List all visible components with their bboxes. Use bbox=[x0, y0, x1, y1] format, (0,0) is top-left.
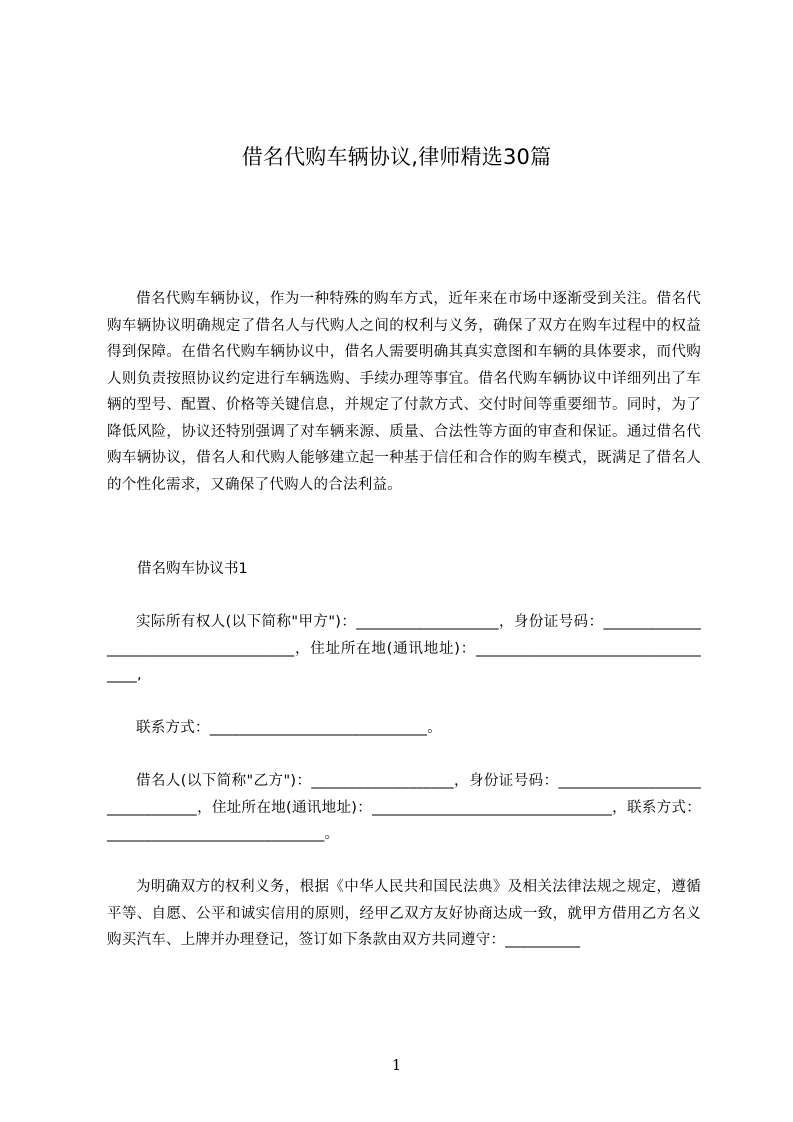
document-title: 借名代购车辆协议,律师精选30篇 bbox=[241, 145, 552, 169]
party-b-paragraph: 借名人(以下简称"乙方")：___________________，身份证号码：_______________________________，住址所在地(通讯地址)：________________________________，联系方式：_____________________________。 bbox=[107, 773, 701, 842]
intro-paragraph: 借名代购车辆协议，作为一种特殊的购车方式，近年来在市场中逐渐受到关注。借名代购车辆协议明确规定了借名人与代购人之间的权利与义务，确保了双方在购车过程中的权益得到保障。在借名代购车辆协议中，借名人需要明确其真实意图和车辆的具体要求，而代购人则负责按照协议约定进行车辆选购、手续办理等事宜。借名代购车辆协议中详细列出了车辆的型号、配置、价格等关键信息，并规定了付款方式、交付时间等重要细节。同时，为了降低风险，协议还特别强调了对车辆来源、质量、合法性等方面的审查和保证。通过借名代购车辆协议，借名人和代购人能够建立起一种基于信任和合作的购车模式，既满足了借名人的个性化需求，又确保了代购人的合法利益。 bbox=[107, 291, 701, 493]
purpose-paragraph: 为明确双方的权利义务，根据《中华人民共和国民法典》及相关法律法规之规定，遵循平等、自愿、公平和诚实信用的原则，经甲乙双方友好协商达成一致，就甲方借用乙方名义购买汽车、上牌并办理登记，签订如下条款由双方共同遵守：__________ bbox=[107, 879, 701, 948]
section-heading: 借名购车协议书1 bbox=[137, 561, 248, 577]
page-number: 1 bbox=[391, 1056, 402, 1074]
party-a-contact-paragraph: 联系方式：_____________________________。 bbox=[136, 720, 442, 736]
party-a-paragraph: 实际所有权人(以下简称"甲方")：___________________，身份证号码：______________________________________，住址所在地(通讯地址)：__________________________________, bbox=[107, 614, 701, 683]
